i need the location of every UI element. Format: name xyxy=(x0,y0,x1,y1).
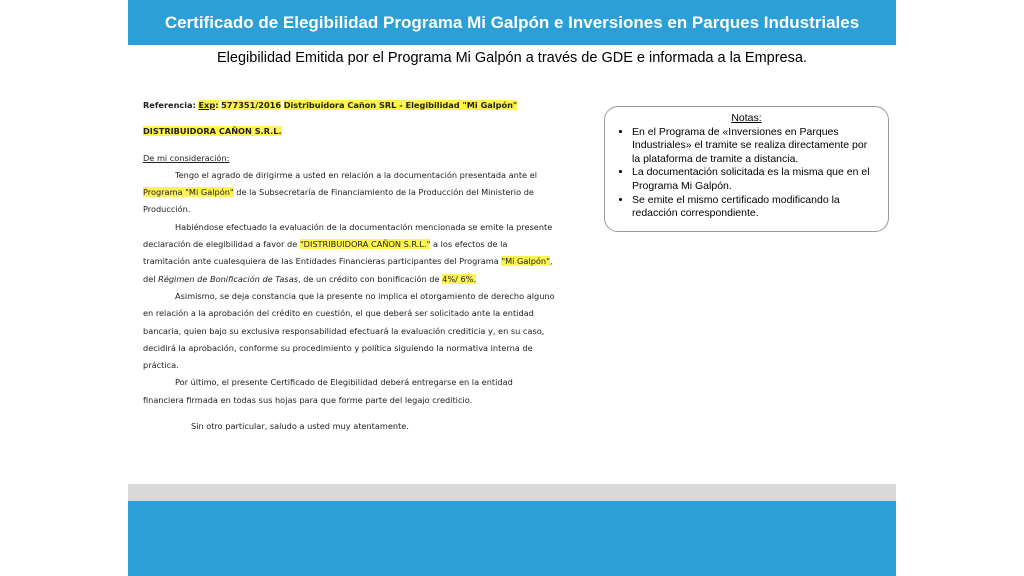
paragraph-1 xyxy=(143,167,563,184)
slide-title: Certificado de Elegibilidad Programa Mi Galpón e Inversiones en Parques Industriales xyxy=(128,0,896,45)
p3-text-d: decidirá la aprobación, conforme su procedimiento y política siguiendo la normativa interna de xyxy=(143,342,533,353)
paragraph-4 xyxy=(143,374,563,391)
p2-text-f: del xyxy=(143,273,156,284)
footer-gray-band xyxy=(128,484,896,501)
paragraph-3 xyxy=(143,288,563,305)
p3-text-e: práctica. xyxy=(143,360,179,371)
p1-text-a: Tengo el agrado de dirigirme a usted en relación a la documentación presentada ante el xyxy=(175,169,538,180)
closing-text: Sin otro particular, saludo a usted muy atentamente. xyxy=(191,421,409,432)
notes-title: Notas: xyxy=(731,112,762,124)
program-highlight-2: "Mi Galpón" xyxy=(501,256,550,267)
notes-box xyxy=(604,106,889,232)
rate-highlight: 4%/ 6%. xyxy=(442,273,477,284)
reference-colon: : xyxy=(215,100,219,110)
regimen-italic: Régimen de Bonificación de Tasas xyxy=(158,273,298,284)
p2-line-4 xyxy=(143,271,563,288)
notes-item: • La documentación solicitada es la misma que en el Programa Mi Galpón. xyxy=(632,166,878,193)
reference-line xyxy=(143,97,563,114)
p4-text-a: Por último, el presente Certificado de Elegibilidad deberá entregarse en la entidad xyxy=(175,377,513,388)
closing-line xyxy=(143,418,563,435)
notes-list xyxy=(615,126,878,221)
paragraph-2 xyxy=(143,219,563,236)
p1-text-c: Producción. xyxy=(143,204,191,215)
reference-label: Referencia: xyxy=(143,100,196,110)
notes-item: • Se emite el mismo certificado modificando la redacción correspondiente. xyxy=(632,194,878,221)
reference-number: 577351/2016 xyxy=(221,100,282,110)
greeting: De mi consideración: xyxy=(143,152,230,163)
company-line xyxy=(143,123,563,140)
company-highlight: "DISTRIBUIDORA CAÑON S.R.L." xyxy=(299,239,431,250)
reference-company: Distribuidora Cañon SRL - Elegibilidad "Mi Galpón" xyxy=(283,100,518,110)
p1-text-b: de la Subsecretaría de Financiamiento de la Producción del Ministerio de xyxy=(236,187,534,198)
certificate-document xyxy=(143,97,563,435)
p2-text-e: , xyxy=(549,256,553,267)
slide-subtitle: Elegibilidad Emitida por el Programa Mi Galpón a través de GDE e informada a la Empresa. xyxy=(217,50,807,66)
p2-text-g: , de un crédito con bonificación de xyxy=(297,273,440,284)
p4-text-b: financiera firmada en todas sus hojas para que forme parte del legajo crediticio. xyxy=(143,394,473,405)
p2-text-a: Habiéndose efectuado la evaluación de la documentación mencionada se emite la presente xyxy=(175,221,553,232)
p2-text-d: tramitación ante cualesquiera de las Entidades Financieras participantes del Programa xyxy=(143,256,499,267)
program-highlight: Programa "Mi Galpón" xyxy=(143,187,234,198)
p2-line-3 xyxy=(143,253,563,270)
slide xyxy=(128,0,896,576)
p3-text-c: bancaria, quien bajo su exclusiva responsabilidad efectuará la evaluación crediticia y, en su caso, xyxy=(143,325,545,336)
p2-text-b: declaración de elegibilidad a favor de xyxy=(143,239,298,250)
reference-exp: Exp xyxy=(198,100,216,110)
p3-text-a: Asimismo, se deja constancia que la presente no implica el otorgamiento de derecho alguno xyxy=(175,290,555,301)
footer-blue-band xyxy=(128,501,896,576)
company-name: DISTRIBUIDORA CAÑON S.R.L. xyxy=(143,126,282,137)
notes-item: • En el Programa de «Inversiones en Parques Industriales» el tramite se realiza directamente por la plataforma de tramite a distancia. xyxy=(632,126,878,167)
p3-text-b: en relación a la aprobación del crédito en cuestión, el que deberá ser solicitado ante la entidad xyxy=(143,308,534,319)
p2-line-2 xyxy=(143,236,563,253)
p1-line-2 xyxy=(143,184,563,201)
p2-text-c: a los efectos de la xyxy=(432,239,508,250)
greeting-line xyxy=(143,150,563,167)
